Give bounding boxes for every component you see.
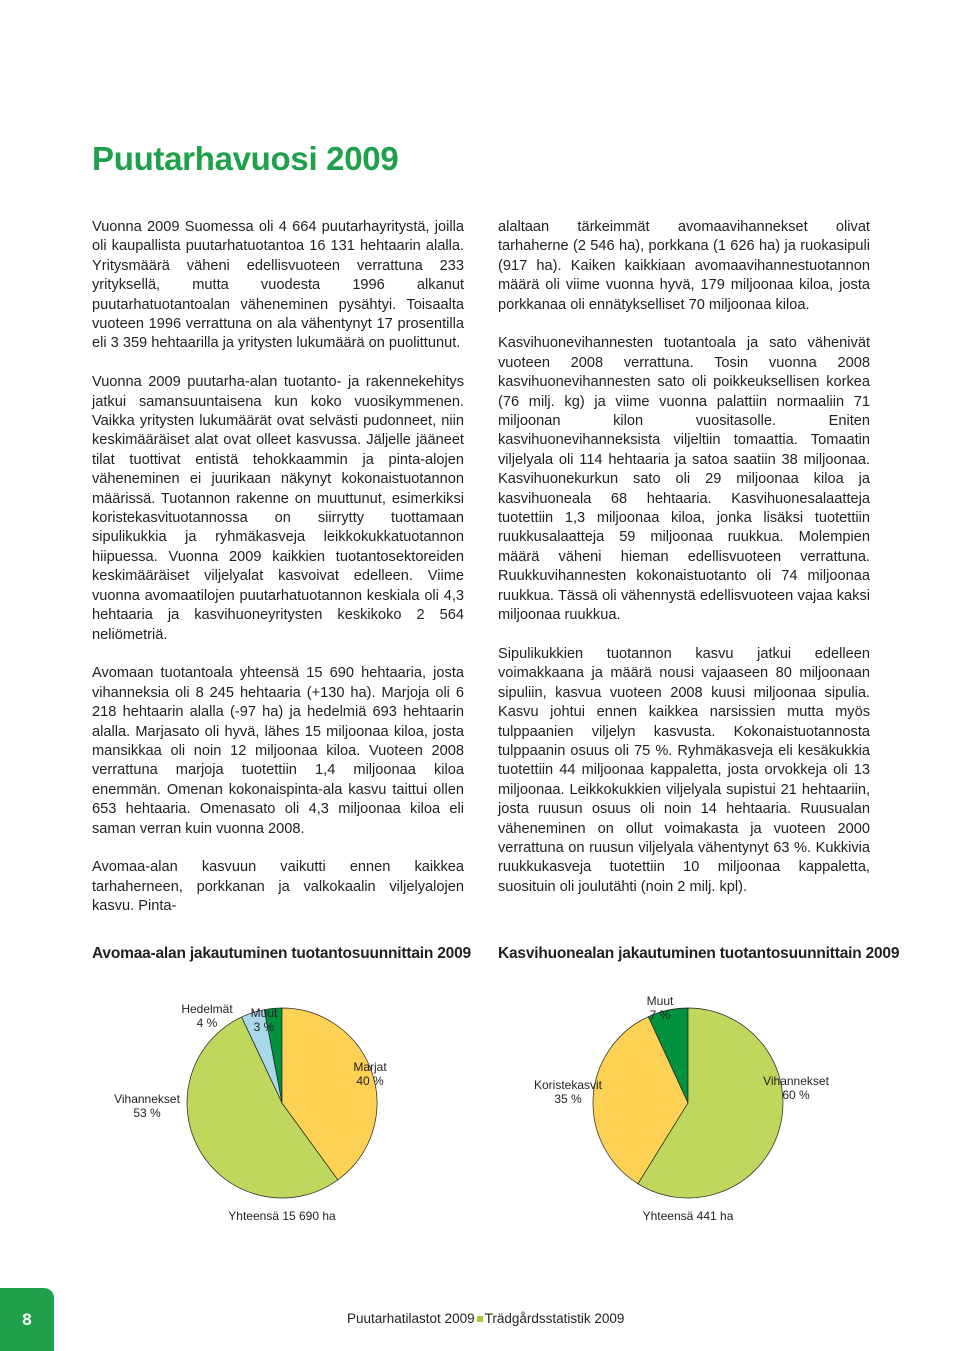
pie-label-percent: 53 % <box>133 1106 161 1120</box>
paragraph: Vuonna 2009 puutarha-alan tuotanto- ja rakennekehitys jatkui samansuuntaisena kun koko vuosikymmenen. Vaikka yritysten lukumäärät ovat selvästi pudonneet, niin keskimääräiset alat ovat olleet kasvussa. Jäljelle jääneet tilat tuottivat entistä tehokkaammin ja pinta-alojen väheneminen ei juurikaan näkynyt kokonaistuotannon määrissä. Tuotannon rakenne on muuttunut, esimerkiksi koristekasvituotannossa on siirrytty tuottamaan sipulikukkia ja ryhmäkasveja leikkokukkatuotannon hiipuessa. Vuonna 2009 kaikkien tuotantosektoreiden keskimääräiset viljelyalat kasvoivat edelleen. Viime vuonna avomaatilojen puutarhatuotannon keskiala oli 4,3 hehtaaria ja kasvihuoneyritysten keskikoko 2 564 neliömetriä. <box>92 374 464 643</box>
pie-label-name: Vihannekset <box>763 1074 829 1088</box>
pie-total-label: Yhteensä 15 690 ha <box>228 1209 336 1223</box>
right-column <box>498 218 870 917</box>
pie-label-name: Marjat <box>353 1060 387 1074</box>
footer-separator-icon <box>477 1316 483 1322</box>
page-number: 8 <box>22 1309 32 1329</box>
footer-publication <box>347 1311 624 1326</box>
paragraph: Avomaa-alan kasvuun vaikutti ennen kaikkea tarhaherneen, porkkanan ja valkokaalin viljelyalojen kasvu. Pinta- <box>92 859 464 915</box>
page-number-tab <box>0 1288 54 1351</box>
pie-total-label: Yhteensä 441 ha <box>642 1209 734 1223</box>
pie-label-percent: 7 % <box>649 1008 671 1022</box>
footer-title-sv: Trädgårdsstatistik 2009 <box>484 1311 625 1326</box>
pie-label-name: Muut <box>250 1006 278 1020</box>
pie-label-percent: 35 % <box>554 1092 582 1106</box>
pie-label-percent: 40 % <box>356 1074 384 1088</box>
left-column <box>92 218 464 936</box>
paragraph: Vuonna 2009 Suomessa oli 4 664 puutarhayritystä, joilla oli kaupallista puutarhatuotantoa 16 131 hehtaarin alalla. Yritysmäärä väheni edellisvuoteen verrattuna 233 yrityksellä, mutta vuodesta 1996 alkanut puutarhatuotantoalan väheneminen pysähtyi. Toisaalta vuoteen 1996 verrattuna on ala vähentynyt 17 prosentilla eli 3 359 hehtaarilla ja yritysten lukumäärä on puolittunut. <box>92 219 464 352</box>
footer-title-fi: Puutarhatilastot 2009 <box>347 1311 475 1326</box>
pie-label-name: Hedelmät <box>181 1002 233 1016</box>
pie-label-percent: 4 % <box>196 1016 218 1030</box>
pie-chart-greenhouse <box>498 975 878 1235</box>
paragraph: alaltaan tärkeimmät avomaavihannekset olivat tarhaherne (2 546 ha), porkkana (1 626 ha) ja ruokasipuli (917 ha). Kaiken kaikkiaan avomaavihannestuotannon määrä oli viime vuonna hyvä, 179 miljoonaa kiloa, josta porkkanaa oli ennätykselliset 70 miljoonaa kiloa. <box>498 219 870 313</box>
pie-label-name: Vihannekset <box>114 1092 180 1106</box>
chart-title-greenhouse: Kasvihuonealan jakautuminen tuotantosuunnittain 2009 <box>498 945 900 962</box>
chart-title-open-field: Avomaa-alan jakautuminen tuotantosuunnittain 2009 <box>92 945 471 962</box>
pie-label-percent: 60 % <box>782 1088 810 1102</box>
paragraph: Avomaan tuotantoala yhteensä 15 690 hehtaaria, josta vihanneksia oli 8 245 hehtaaria (+130 ha). Marjoja oli 6 218 hehtaarin alalla (-97 ha) ja hedelmiä 693 hehtaarin alalla. Marjasato oli hyvä, lähes 15 miljoonaa kiloa, josta mansikkaa oli noin 12 miljoonaa kiloa. Vuoteen 2008 verrattuna marjoja tuotettiin 1,4 miljoonaa kiloa enemmän. Omenan kokonaispinta-ala kasvu taittui ollen 653 hehtaaria. Omenasato oli 4,3 miljoonaa kiloa eli saman verran kuin vuonna 2008. <box>92 665 464 837</box>
paragraph: Kasvihuonevihannesten tuotantoala ja sato vähenivät vuoteen 2008 verrattuna. Tosin vuonna 2008 kasvihuonevihannesten sato oli poikkeuksellisen korkea (76 milj. kg) ja viime vuonna palattiin normaaliin 71 miljoonan kilon vuositasolle. Eniten kasvihuonevihanneksista viljeltiin tomaattia. Tomaatin viljelyala oli 114 hehtaaria ja satoa saatiin 38 miljoonaa. Kasvihuonekurkun sato oli 29 miljoonaa kiloa ja kasvihuoneala 68 hehtaaria. Kasvihuonesalaatteja tuotettiin 1,3 miljoonaa kiloa, jonka lisäksi tuotettiin ruukkusalaatteja 59 miljoonaa ruukkua. Molempien määrä väheni hieman edellisvuoteen verrattuna. Ruukkuvihannesten kokonaistuotanto oli 74 miljoonaa ruukkua. Tässä oli vähennystä edellisvuoteen vajaa kaksi miljoonaa ruukkua. <box>498 335 870 624</box>
pie-label-percent: 3 % <box>253 1020 275 1034</box>
page-title: Puutarhavuosi 2009 <box>92 140 399 177</box>
pie-label-name: Muut <box>646 994 674 1008</box>
pie-label-name: Koristekasvit <box>533 1078 603 1092</box>
pie-chart-open-field <box>92 975 472 1235</box>
paragraph: Sipulikukkien tuotannon kasvu jatkui edelleen voimakkaana ja määrä nousi vajaaseen 80 miljoonaan sipuliin, kasvua vuoteen 2008 kuusi miljoonaa sipulia. Kasvu johtui ennen kaikkea narsissien mutta myös tulppaanien viljelyn kasvusta. Kokonaistuotannosta tulppaanin osuus oli 75 %. Ryhmäkasveja eli kesäkukkia tuotettiin 44 miljoonaa kappaletta, josta orvokkeja oli 13 miljoonaa. Leikkokukkien viljelyala supistui 21 hehtaariin, josta ruusun osuus oli noin 14 hehtaaria. Ruusualan väheneminen on ollut voimakasta ja vuoteen 2000 verrattuna on ruusun viljelyala vähentynyt 63 %. Kukkivia ruukkukasveja tuotettiin 10 miljoonaa kappaletta, suosituin oli joulutähti (noin 2 milj. kpl). <box>498 645 870 895</box>
